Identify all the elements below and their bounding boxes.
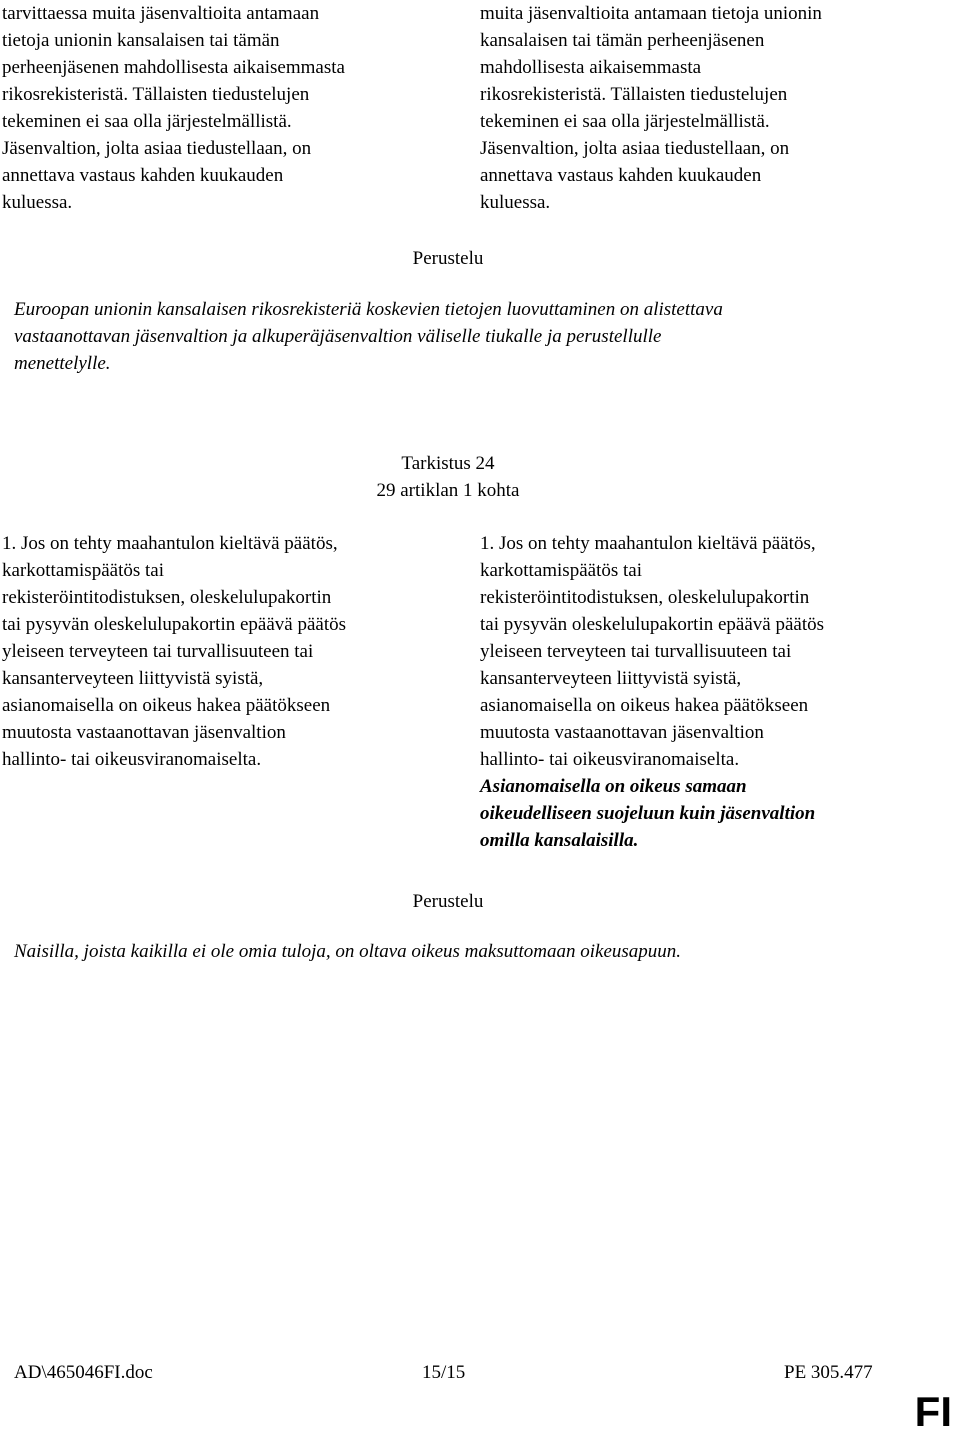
added-text-line: oikeudelliseen suojeluun kuin jäsenvaltion bbox=[480, 803, 816, 824]
text-line: annettava vastaus kahden kuukauden bbox=[2, 165, 284, 186]
amendment-reference: 29 artiklan 1 kohta bbox=[376, 480, 520, 501]
language-code: FI bbox=[914, 1388, 952, 1435]
added-text-line: Asianomaisella on oikeus samaan bbox=[480, 776, 747, 797]
text-line: tietoja unionin kansalaisen tai tämän bbox=[2, 30, 280, 51]
text-line: asianomaisella on oikeus hakea päätökseen bbox=[2, 695, 331, 716]
added-text-line: omilla kansalaisilla. bbox=[480, 830, 639, 851]
justification-text bbox=[14, 938, 894, 965]
text-line: rekisteröintitodistuksen, oleskelulupakortin bbox=[480, 587, 810, 608]
text-line: tai pysyvän oleskelulupakortin epäävä päätös bbox=[480, 614, 825, 635]
text-line: tarvittaessa muita jäsenvaltioita antamaan bbox=[2, 3, 320, 24]
text-line: karkottamispäätös tai bbox=[480, 560, 642, 581]
justification-text bbox=[14, 296, 894, 377]
top-left-column bbox=[2, 0, 432, 216]
amendment-original-column bbox=[2, 530, 432, 773]
text-line: hallinto- tai oikeusviranomaiselta. bbox=[2, 749, 262, 770]
text-line: rekisteröintitodistuksen, oleskelulupakortin bbox=[2, 587, 332, 608]
text-line: kuluessa. bbox=[480, 192, 551, 213]
text-line: mahdollisesta aikaisemmasta bbox=[480, 57, 702, 78]
text-line: vastaanottavan jäsenvaltion ja alkuperäjäsenvaltion väliselle tiukalle ja perustellulle bbox=[14, 326, 662, 347]
amendment-amended-column bbox=[480, 530, 930, 854]
text-line: rikosrekisteristä. Tällaisten tiedustelujen bbox=[2, 84, 310, 105]
text-line: muita jäsenvaltioita antamaan tietoja unionin bbox=[480, 3, 822, 24]
text-line: tekeminen ei saa olla järjestelmällistä. bbox=[480, 111, 770, 132]
text-line: asianomaisella on oikeus hakea päätökseen bbox=[480, 695, 809, 716]
text-line: muutosta vastaanottavan jäsenvaltion bbox=[480, 722, 764, 743]
amendment-title: Tarkistus 24 bbox=[401, 453, 495, 474]
text-line: 1. Jos on tehty maahantulon kieltävä päätös, bbox=[480, 533, 816, 554]
text-line: annettava vastaus kahden kuukauden bbox=[480, 165, 762, 186]
justification-heading: Perustelu bbox=[412, 891, 484, 912]
text-line: kansalaisen tai tämän perheenjäsenen bbox=[480, 30, 765, 51]
text-line: rikosrekisteristä. Tällaisten tiedustelujen bbox=[480, 84, 788, 105]
text-line: Euroopan unionin kansalaisen rikosrekisteriä koskevien tietojen luovuttaminen on alistettava bbox=[14, 299, 723, 320]
text-line: hallinto- tai oikeusviranomaiselta. bbox=[480, 749, 740, 770]
pe-reference: PE 305.477 bbox=[784, 1362, 873, 1383]
text-line: kansanterveyteen liittyvistä syistä, bbox=[480, 668, 742, 689]
text-line: Jäsenvaltion, jolta asiaa tiedustellaan, on bbox=[480, 138, 790, 159]
text-line: Jäsenvaltion, jolta asiaa tiedustellaan, on bbox=[2, 138, 312, 159]
doc-reference: AD\465046FI.doc bbox=[14, 1362, 153, 1383]
text-line: tekeminen ei saa olla järjestelmällistä. bbox=[2, 111, 292, 132]
text-line: 1. Jos on tehty maahantulon kieltävä päätös, bbox=[2, 533, 338, 554]
justification-heading: Perustelu bbox=[412, 248, 484, 269]
text-line: kansanterveyteen liittyvistä syistä, bbox=[2, 668, 264, 689]
text-line: yleiseen terveyteen tai turvallisuuteen tai bbox=[480, 641, 792, 662]
top-right-column bbox=[480, 0, 930, 216]
text-line: yleiseen terveyteen tai turvallisuuteen tai bbox=[2, 641, 314, 662]
page-number: 15/15 bbox=[422, 1362, 466, 1383]
text-line: Naisilla, joista kaikilla ei ole omia tuloja, on oltava oikeus maksuttomaan oikeusapuun. bbox=[14, 941, 682, 962]
text-line: tai pysyvän oleskelulupakortin epäävä päätös bbox=[2, 614, 347, 635]
text-line: menettelylle. bbox=[14, 353, 111, 374]
text-line: muutosta vastaanottavan jäsenvaltion bbox=[2, 722, 286, 743]
text-line: perheenjäsenen mahdollisesta aikaisemmasta bbox=[2, 57, 345, 78]
text-line: karkottamispäätös tai bbox=[2, 560, 164, 581]
text-line: kuluessa. bbox=[2, 192, 73, 213]
